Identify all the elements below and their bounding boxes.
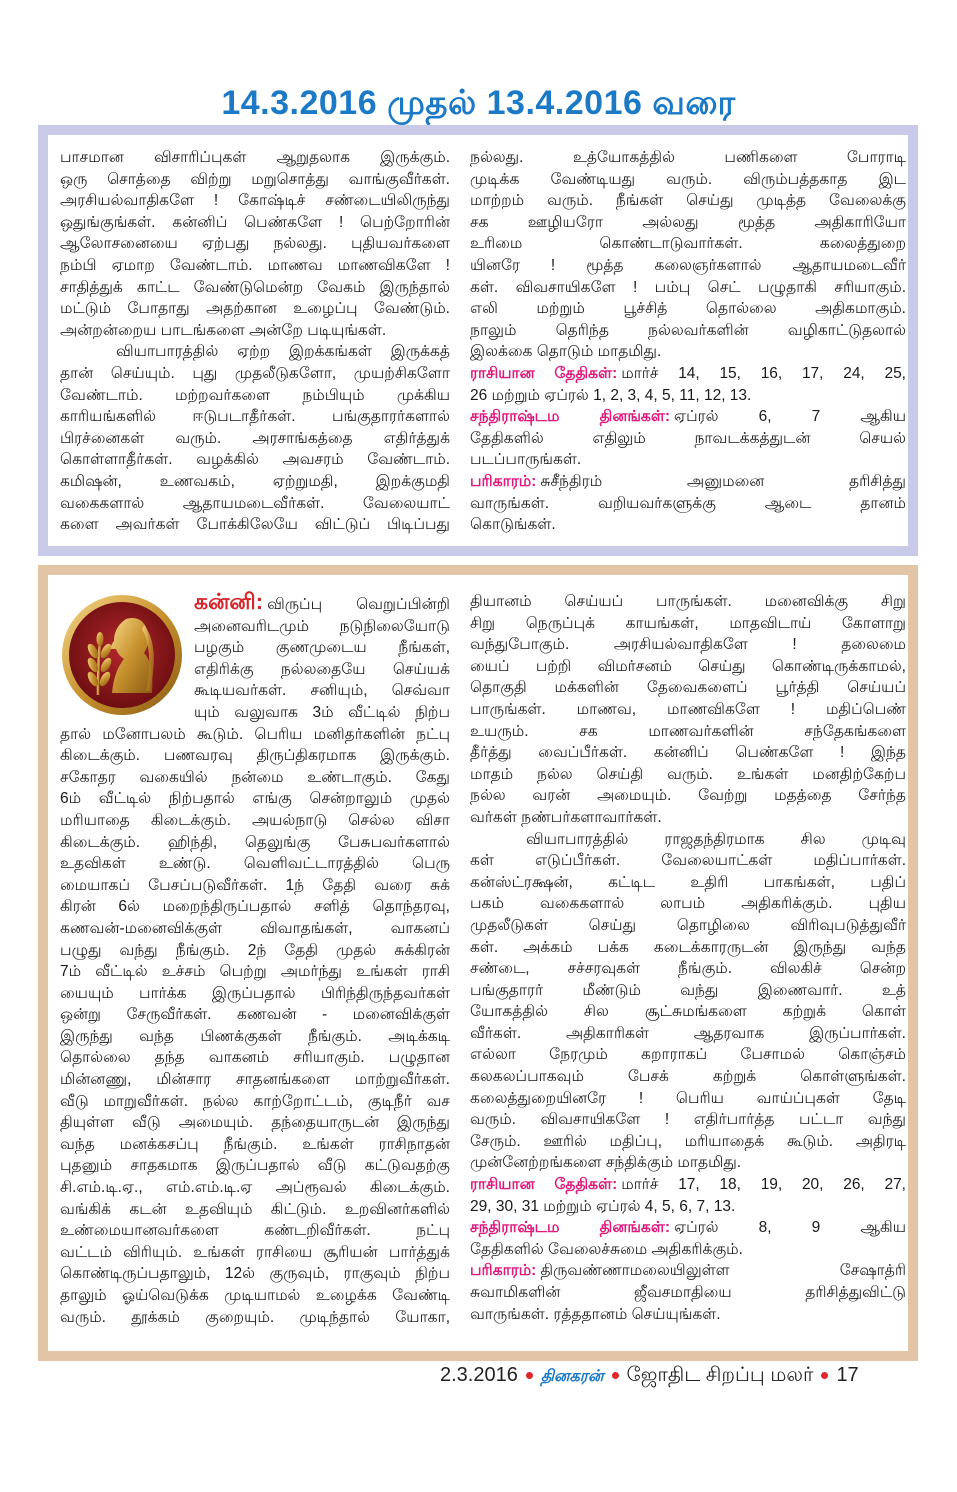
paragraph-line xyxy=(60,514,450,536)
line-text: கொடுங்கள். xyxy=(470,516,556,534)
paragraph-line xyxy=(60,363,450,385)
line-text: 26 மற்றும் ஏப்ரல் 1, 2, 3, 4, 5, 11, 12, 13. xyxy=(470,386,752,404)
line-text: கள் எடுப்பீர்கள். வேலையாட்கள் மதிப்பார்கள். xyxy=(470,852,906,870)
line-text: இருந்து வந்த பிணக்குகள் நீங்கும். அடிக்கடி xyxy=(60,1027,450,1045)
line-text: சேரும். ஊரில் மதிப்பு, மரியாதைக் கூடும். அதிரடி xyxy=(470,1132,906,1150)
paragraph-line xyxy=(470,1088,906,1110)
line-text: கூடியவர்கள். சனியும், செவ்வா xyxy=(194,682,450,700)
section-line xyxy=(60,810,450,832)
paragraph-line xyxy=(470,1023,906,1045)
paragraph-line xyxy=(470,807,906,829)
line-text: பாருங்கள். மாணவ, மாணவிகளே ! மதிப்பெண் xyxy=(470,700,906,718)
section-line xyxy=(470,1239,906,1261)
section-line xyxy=(60,832,450,854)
section-label: சந்திராஷ்டம தினங்கள்: xyxy=(470,408,670,426)
paragraph-line xyxy=(60,233,450,255)
line-text: கொள்ளாதீர்கள். வழக்கில் அவசரம் வேண்டாம். xyxy=(60,451,450,469)
bullet-icon xyxy=(612,1372,619,1379)
paragraph-line xyxy=(60,406,450,428)
section-line xyxy=(470,1174,906,1196)
kanni-right-column xyxy=(470,591,906,1325)
line-text: தியானம் செய்யப் பாருங்கள். மனைவிக்கு சிறு xyxy=(470,593,906,610)
line-text: கள். அக்கம் பக்க கடைக்காரருடன் இருந்து வந்த xyxy=(470,938,906,956)
paragraph-line xyxy=(60,320,450,342)
line-text: வரும். விவசாயிகளே ! எதிர்பார்த்த பட்டா வந்து xyxy=(470,1111,906,1129)
line-text: மாதம் நல்ல செய்தி வரும். உங்கள் மனதிற்கேற்ப xyxy=(470,765,906,783)
section-line xyxy=(60,1307,450,1329)
line-text: கள். விவசாயிகளே ! பம்பு செட் பழுதாகி சரியாகும். xyxy=(470,278,906,296)
section-line xyxy=(470,385,906,407)
line-text: யையும் பார்க்க இருப்பதால் பிரிந்திருந்தவர்கள் xyxy=(60,984,450,1002)
paragraph-line xyxy=(470,1109,906,1131)
section-label: ராசியான தேதிகள்: xyxy=(470,364,618,382)
line-text: பழகும் குணமுடைய நீங்கள், xyxy=(194,639,450,657)
line-text: வியாபாரத்தில் ஏற்ற இறக்கங்கள் இருக்கத் xyxy=(116,343,450,361)
paragraph-line xyxy=(470,591,906,613)
line-text: எதிரிக்கு நல்லதையே செய்யக் xyxy=(194,660,450,678)
line-text: தீர்த்து வைப்பீர்கள். கன்னிப் பெண்களே ! இந்த xyxy=(470,744,906,762)
paragraph-line xyxy=(470,699,906,721)
line-text: சிறு நெருப்புக் காயங்கள், மாதவிடாய் கோளாறு xyxy=(470,614,906,632)
line-text: வட்டம் விரியும். உங்கள் ராசியை சூரியன் பார்த்துக் xyxy=(60,1243,450,1261)
paragraph-line xyxy=(470,1131,906,1153)
line-text: வங்கிக் கடன் உதவியும் கிட்டும். உறவினர்களில் xyxy=(60,1200,450,1218)
section-line xyxy=(470,1196,906,1218)
line-text: யும் வலுவாக 3ம் வீட்டில் நிற்ப xyxy=(194,703,450,721)
section-line xyxy=(194,616,450,638)
section-line xyxy=(60,853,450,875)
line-text: வியாபாரத்தில் ராஜதந்திரமாக சில முடிவு xyxy=(526,830,906,848)
paragraph-line xyxy=(60,277,450,299)
line-text: மட்டும் போதாது அதற்கான உழைப்பு வேண்டும். xyxy=(60,300,450,318)
line-text: கொண்டிருப்பதாலும், 12ல் குருவும், ராகுவும் நிற்ப xyxy=(60,1265,450,1283)
line-text: எலி மற்றும் பூச்சித் தொல்லை அதிகமாகும். xyxy=(470,300,906,318)
line-text: கமிஷன், உணவகம், ஏற்றுமதி, இறக்குமதி xyxy=(60,472,450,490)
section-line xyxy=(60,724,450,746)
issue-date: 2.3.2016 xyxy=(440,1364,518,1386)
paragraph-line xyxy=(470,341,906,363)
paragraph-line xyxy=(470,980,906,1002)
section-line xyxy=(60,1220,450,1242)
line-text: சுவாமிகளின் ஜீவசமாதியை தரிசித்துவிட்டு xyxy=(470,1284,906,1301)
line-text: கிடைக்கும். பணவரவு திருப்திகரமாக இருக்கும். xyxy=(60,747,450,765)
line-text: பழுது வந்து நீங்கும். 2ந் தேதி முதல் சுக்கிரன் xyxy=(60,941,450,959)
line-text: ஏப்ரல் 8, 9 ஆகிய xyxy=(674,1219,906,1237)
line-text: வரும். தூக்கம் குறையும். முடிந்தால் யோகா, xyxy=(60,1308,450,1326)
line-text: கிடைக்கும். ஹிந்தி, தெலுங்கு பேசுபவர்களால் xyxy=(60,833,450,851)
paragraph-line xyxy=(470,190,906,212)
page-number: 17 xyxy=(836,1364,859,1386)
section-line xyxy=(60,1112,450,1134)
paragraph-line xyxy=(470,721,906,743)
paragraph-line xyxy=(60,493,450,515)
section-line xyxy=(60,1199,450,1221)
section-line xyxy=(60,1263,450,1285)
publication-logo: தினகரன் xyxy=(540,1368,604,1385)
paragraph-line xyxy=(470,785,906,807)
paragraph-line xyxy=(470,169,906,191)
bullet-icon xyxy=(821,1372,828,1379)
section-line xyxy=(60,896,450,918)
line-text: களை அவர்கள் போக்கிலேயே விட்டுப் பிடிப்பது xyxy=(60,516,450,534)
line-text: தொகுதி மக்களின் தேவைகளைப் பூர்த்தி செய்யப் xyxy=(470,679,906,697)
section-line xyxy=(60,1242,450,1264)
section-line xyxy=(194,591,450,616)
line-text: வகைகளால் ஆதாயமடைவீர்கள். வேலையாட் xyxy=(60,494,450,512)
line-text: புதனும் சாதகமாக இருப்பதால் வீடு கட்டுவதற்கு xyxy=(60,1157,450,1175)
paragraph-line xyxy=(470,613,906,635)
line-text: நாலும் தெரிந்த நல்லவர்களின் வழிகாட்டுதலால் xyxy=(470,321,906,339)
line-text: யைப் பற்றி விமர்சனம் செய்து கொண்டிருக்காமல், xyxy=(470,657,906,675)
section-line xyxy=(194,637,450,659)
line-text: மின்னணு, மின்சார சாதனங்களை மாற்றுவீர்கள். xyxy=(60,1071,450,1089)
section-line xyxy=(60,1047,450,1069)
line-text: சக ஊழியரோ அல்லது மூத்த அதிகாரியோ xyxy=(470,213,906,231)
paragraph-line xyxy=(470,255,906,277)
line-text: கலைத்துறையினரே ! பெரிய வாய்ப்புகள் தேடி xyxy=(470,1089,906,1107)
line-text: சகோதர வகையில் நன்மை உண்டாகும். கேது xyxy=(60,768,450,786)
line-text: நம்பி ஏமாற வேண்டாம். மாணவ மாணவிகளே ! xyxy=(60,256,450,274)
line-text: 7ம் வீட்டில் உச்சம் பெற்று அமர்ந்து உங்கள் ராசி xyxy=(60,963,450,981)
line-text: வேண்டாம். மற்றவர்களை நம்பியும் முக்கிய xyxy=(60,386,450,404)
line-text: கன்ஸ்ட்ரக்ஷன், கட்டிட உதிரி பாகங்கள், பதிப் xyxy=(470,873,906,891)
paragraph-line xyxy=(60,385,450,407)
line-text: யோகத்தில் சில சூட்சுமங்களை கற்றுக் கொள் xyxy=(470,1003,906,1021)
page-footer xyxy=(440,1364,859,1389)
paragraph-line xyxy=(470,677,906,699)
line-text: மரியாதை கிடைக்கும். அயல்நாடு செல்ல விசா xyxy=(60,811,450,829)
paragraph-line xyxy=(470,893,906,915)
paragraph-line xyxy=(470,634,906,656)
line-text: கலகலப்பாகவும் பேசக் கற்றுக் கொள்ளுங்கள். xyxy=(470,1068,906,1086)
paragraph-line xyxy=(470,277,906,299)
line-text: பகம் வகைகளால் லாபம் அதிகரிக்கும். புதிய xyxy=(470,895,906,913)
line-text: திருவண்ணாமலையிலுள்ள சேஷாத்ரி xyxy=(540,1262,906,1280)
line-text: தேதிகளில் எதிலும் நாவடக்கத்துடன் செயல் xyxy=(470,429,906,447)
line-text: தால் மனோபலம் கூடும். பெரிய மனிதர்களின் நட்பு xyxy=(60,725,450,743)
line-text: யினரே ! மூத்த கலைஞர்களால் ஆதாயமடைவீர் xyxy=(470,256,906,274)
section-line xyxy=(60,1155,450,1177)
paragraph-line xyxy=(470,233,906,255)
paragraph-line xyxy=(470,147,906,169)
section-line xyxy=(60,1069,450,1091)
line-text: உண்மையானவர்களை கண்டறிவீர்கள். நட்பு xyxy=(60,1222,450,1240)
line-text: வந்துபோகும். அரசியல்வாதிகளே ! தலைமை xyxy=(470,636,906,654)
section-line xyxy=(470,471,906,493)
line-text: இலக்கை தொடும் மாதமிது. xyxy=(470,343,662,361)
line-text: வீடு மாறுவீர்கள். நல்ல காற்றோட்டம், குடிநீர் வச xyxy=(60,1092,450,1110)
section-line xyxy=(470,1282,906,1304)
sign-name-heading: கன்னி: xyxy=(194,591,264,614)
paragraph-line xyxy=(60,449,450,471)
paragraph-line xyxy=(470,872,906,894)
kanni-section xyxy=(48,575,908,1351)
section-line xyxy=(60,875,450,897)
line-text: அரசியல்வாதிகளே ! கோஷ்டிச் சண்டையிலிருந்து xyxy=(60,192,450,210)
section-line xyxy=(194,680,450,702)
section-line xyxy=(470,406,906,428)
paragraph-line xyxy=(60,471,450,493)
section-line xyxy=(470,1304,906,1326)
line-text: சாதித்துக் காட்ட வேண்டுமென்ற வேகம் இருந்தால் xyxy=(60,278,450,296)
line-text: தியுள்ள வீடு அமையும். தந்தையாருடன் இருந்து xyxy=(60,1114,450,1132)
line-text: ஒன்று சேருவீர்கள். கணவன் - மனைவிக்குள் xyxy=(60,1006,450,1024)
paragraph-line xyxy=(470,764,906,786)
section-line xyxy=(60,918,450,940)
section-line xyxy=(470,363,906,385)
paragraph-line xyxy=(470,656,906,678)
line-text: முடிக்க வேண்டியது வரும். விரும்பத்தகாத இட xyxy=(470,170,906,188)
supplement-name: ஜோதிட சிறப்பு மலர் xyxy=(626,1364,814,1386)
paragraph-line xyxy=(60,341,450,363)
section-line xyxy=(60,983,450,1005)
line-text: சண்டை, சச்சரவுகள் நீங்கும். விலகிச் சென்ற xyxy=(470,960,906,978)
line-text: முதலீடுகள் செய்து தொழிலை விரிவுபடுத்துவீர் xyxy=(470,916,906,934)
line-text: தொல்லை தந்த வாகனம் சரியாகும். பழுதான xyxy=(60,1049,450,1067)
section-line xyxy=(60,961,450,983)
line-text: வாருங்கள். வறியவர்களுக்கு ஆடை தானம் xyxy=(470,494,906,512)
line-text: ஒதுங்குங்கள். கன்னிப் பெண்களே ! பெற்றோரின் xyxy=(60,213,450,231)
line-text: மார்ச் 14, 15, 16, 17, 24, 25, xyxy=(621,364,906,382)
line-text: பாசமான விசாரிப்புகள் ஆறுதலாக இருக்கும். xyxy=(60,149,450,166)
section-line xyxy=(194,659,450,681)
line-text: உதவிகள் உண்டு. வெளிவட்டாரத்தில் பெரு xyxy=(60,855,450,873)
line-text: தான் செய்யும். புது முதலீடுகளோ, முயற்சிகளோ xyxy=(60,364,450,382)
paragraph-line xyxy=(60,169,450,191)
paragraph-line xyxy=(470,1001,906,1023)
paragraph-line xyxy=(60,212,450,234)
section-line xyxy=(60,1004,450,1026)
section-line xyxy=(470,449,906,471)
bullet-icon xyxy=(526,1372,533,1379)
line-text: ஒரு சொத்தை விற்று மறுசொத்து வாங்குவீர்கள். xyxy=(60,170,450,188)
line-text: நல்ல வரன் அமையும். வேற்று மதத்தை சேர்ந்த xyxy=(470,787,906,805)
line-text: மையாகப் பேசப்படுவீர்கள். 1ந் தேதி வரை சுக் xyxy=(60,876,450,894)
line-text: படப்பாருங்கள். xyxy=(470,451,582,469)
section-label: பரிகாரம்: xyxy=(470,472,537,490)
line-text: உரிமை கொண்டாடுவார்கள். கலைத்துறை xyxy=(470,235,906,253)
line-text: 6ம் வீட்டில் நிற்பதால் எங்கு சென்றாலும் முதல் xyxy=(60,790,450,808)
section-label: ராசியான தேதிகள்: xyxy=(470,1176,618,1194)
line-text: காரியங்களில் ஈடுபடாதீர்கள். பங்குதாரர்களால் xyxy=(60,408,450,426)
paragraph-line xyxy=(470,958,906,980)
section-label: பரிகாரம்: xyxy=(470,1262,537,1280)
line-text: வந்த மனக்கசப்பு நீங்கும். உங்கள் ராசிநாதன் xyxy=(60,1135,450,1153)
line-text: தேதிகளில் வேலைச்சுமை அதிகரிக்கும். xyxy=(470,1240,743,1258)
paragraph-line xyxy=(470,1152,906,1174)
section-line xyxy=(60,1134,450,1156)
section-line xyxy=(60,745,450,767)
paragraph-line xyxy=(470,212,906,234)
line-text: வாருங்கள். ரத்ததானம் செய்யுங்கள். xyxy=(470,1305,721,1323)
line-text: மார்ச் 17, 18, 19, 20, 26, 27, xyxy=(621,1176,906,1194)
paragraph-line xyxy=(470,742,906,764)
section-line xyxy=(60,1285,450,1307)
line-text: அனைவரிடமும் நடுநிலையோடு xyxy=(194,617,450,635)
kanni-left-column xyxy=(60,591,450,1328)
section-line xyxy=(470,1260,906,1282)
line-text: சுசீந்திரம் அனுமனை தரிசித்து xyxy=(540,472,906,490)
line-text: ஆலோசனையை ஏற்பது நல்லது. புதியவர்களை xyxy=(60,235,450,253)
line-text: கிரன் 6ல் மறைந்திருப்பதால் சளித் தொந்தரவு, xyxy=(60,898,450,916)
line-text: மாற்றம் வரும். நீங்கள் செய்து முடித்த வேலைக்கு xyxy=(470,192,906,210)
line-text: வீர்கள். அதிகாரிகள் ஆதரவாக இருப்பார்கள். xyxy=(470,1024,906,1042)
top-right-column xyxy=(470,147,906,536)
virgo-zodiac-icon xyxy=(60,591,184,721)
paragraph-line xyxy=(60,298,450,320)
line-text: நல்லது. உத்யோகத்தில் பணிகளை போராடி xyxy=(470,149,906,166)
line-text: பிரச்னைகள் வரும். அரசாங்கத்தை எதிர்த்துக் xyxy=(60,429,450,447)
line-text: எல்லா நேரமும் கறாராகப் பேசாமல் கொஞ்சம் xyxy=(470,1046,906,1064)
section-label: சந்திராஷ்டம தினங்கள்: xyxy=(470,1219,670,1237)
section-line xyxy=(470,1217,906,1239)
line-text: ஏப்ரல் 6, 7 ஆகிய xyxy=(674,408,906,426)
paragraph-line xyxy=(470,937,906,959)
paragraph-line xyxy=(60,147,450,169)
line-text: பங்குதாரர் மீண்டும் வந்து இணைவார். உத் xyxy=(470,981,906,999)
paragraph-line xyxy=(470,850,906,872)
paragraph-line xyxy=(60,255,450,277)
line-text: உயரும். சக மாணவர்களின் சந்தேகங்களை xyxy=(470,722,906,740)
line-text: முன்னேற்றங்களை சந்திக்கும் மாதமிது. xyxy=(470,1154,742,1172)
section-line xyxy=(60,767,450,789)
line-text: விருப்பு வெறுப்பின்றி xyxy=(267,596,450,613)
paragraph-line xyxy=(470,915,906,937)
line-text: வர்கள் நண்பர்களாவார்கள். xyxy=(470,808,662,826)
top-section-frame xyxy=(38,125,918,556)
section-line xyxy=(470,428,906,450)
line-text: அன்றன்றைய பாடங்களை அன்றே படியுங்கள். xyxy=(60,321,387,339)
paragraph-line xyxy=(60,190,450,212)
page-title: 14.3.2016 முதல் 13.4.2016 வரை xyxy=(221,84,736,122)
section-line xyxy=(60,940,450,962)
section-line xyxy=(194,702,450,724)
line-text: சி.எம்.டி.ஏ., எம்.எம்.டி.ஏ அப்ரூவல் கிடைக்கும். xyxy=(60,1179,450,1197)
paragraph-line xyxy=(60,428,450,450)
section-line xyxy=(60,788,450,810)
line-text: கணவன்-மனைவிக்குள் விவாதங்கள், வாகனப் xyxy=(60,919,450,937)
section-line xyxy=(60,1091,450,1113)
paragraph-line xyxy=(470,298,906,320)
section-line xyxy=(470,514,906,536)
paragraph-line xyxy=(470,1044,906,1066)
top-left-column xyxy=(60,147,450,536)
paragraph-line xyxy=(470,829,906,851)
paragraph-line xyxy=(470,320,906,342)
section-line xyxy=(470,493,906,515)
kanni-section-frame xyxy=(38,565,918,1361)
line-text: தாலும் ஓய்வெடுக்க முடியாமல் உழைக்க வேண்டி xyxy=(60,1287,450,1304)
section-line xyxy=(60,1177,450,1199)
top-section xyxy=(48,135,908,546)
section-line xyxy=(60,1026,450,1048)
paragraph-line xyxy=(470,1066,906,1088)
line-text: 29, 30, 31 மற்றும் ஏப்ரல் 4, 5, 6, 7, 13. xyxy=(470,1197,736,1215)
